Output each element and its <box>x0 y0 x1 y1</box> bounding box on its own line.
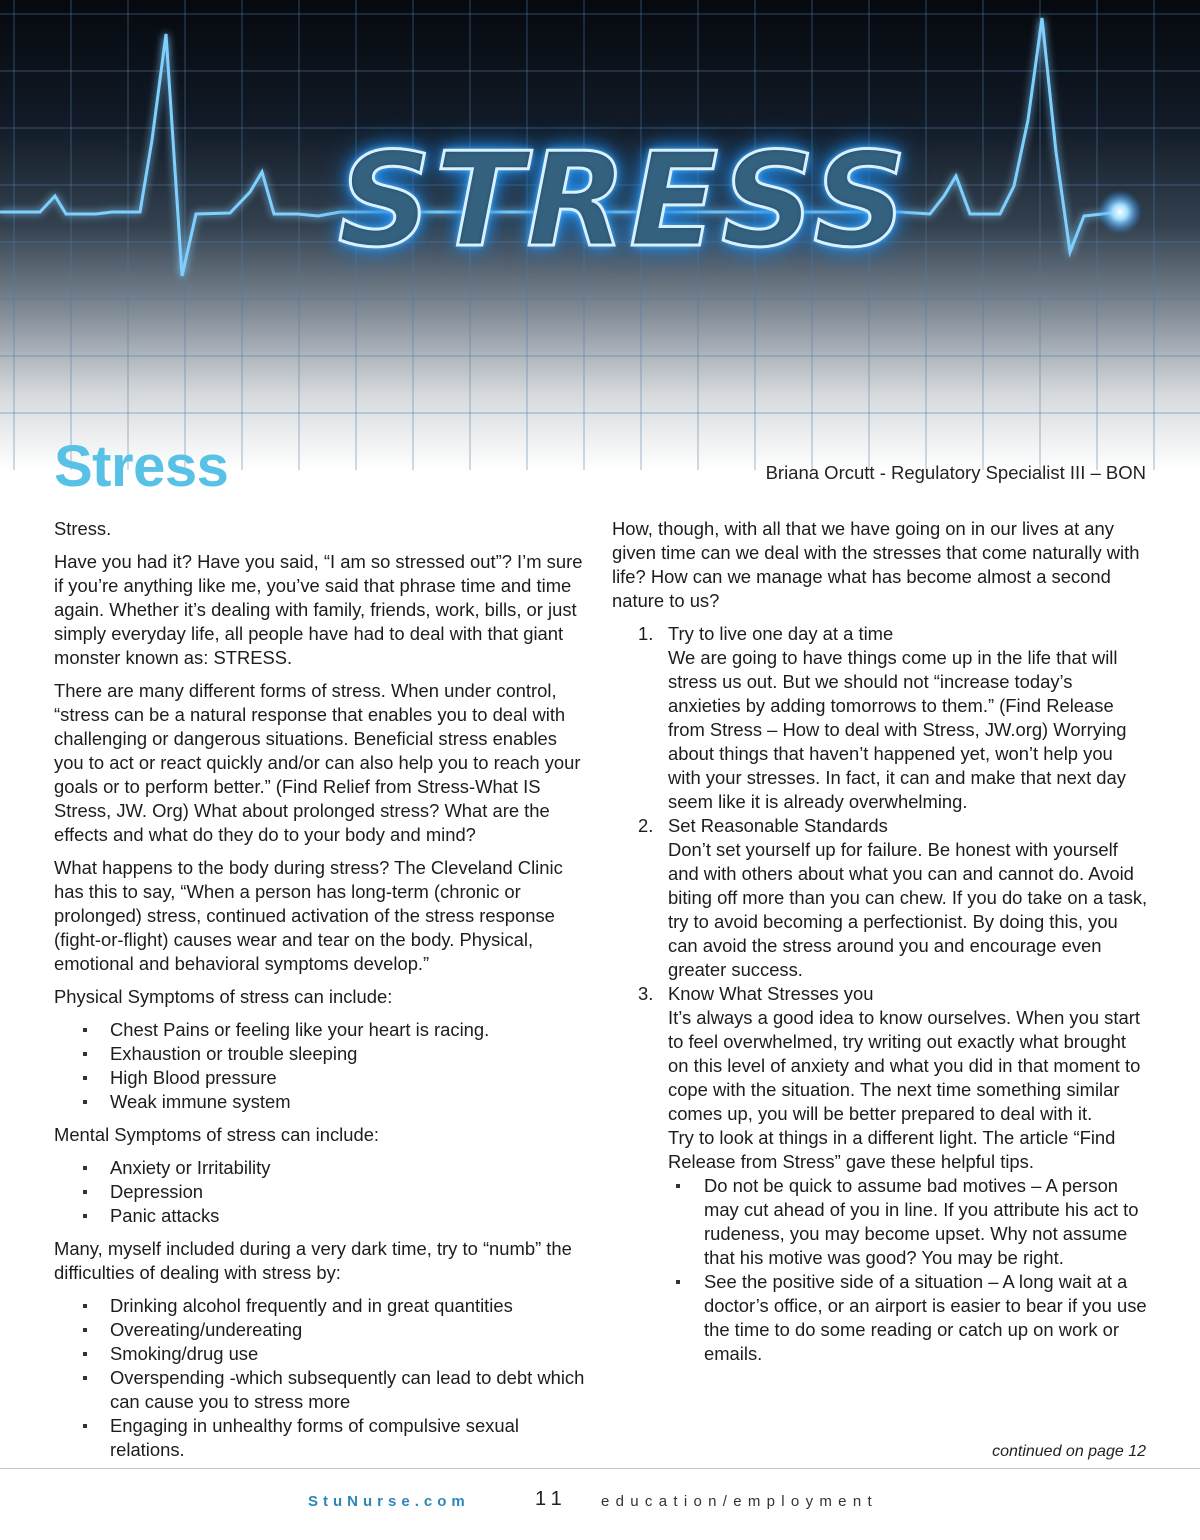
item-number: 2. <box>638 815 654 836</box>
list-item: Depression <box>54 1180 591 1204</box>
left-column <box>54 517 591 1471</box>
item-heading: Know What Stresses you <box>668 983 874 1004</box>
numbered-item <box>612 982 1150 1366</box>
list-item: Anxiety or Irritability <box>54 1156 591 1180</box>
site-name-part: Stu <box>308 1493 348 1510</box>
list-item: Exhaustion or trouble sleeping <box>54 1042 591 1066</box>
item-body: It’s always a good idea to know ourselves. When you start to feel overwhelmed, try writing out exactly what brought on this level of anxiety and what you did in that moment to cope with the situation. The next time something similar comes up, you will be better prepared to deal with it. <box>668 1007 1141 1124</box>
tips-numbered-list <box>612 622 1150 1366</box>
list-item: Smoking/drug use <box>54 1342 591 1366</box>
site-name[interactable] <box>308 1493 470 1510</box>
helpful-tips-list <box>668 1174 1150 1366</box>
author-byline: Briana Orcutt - Regulatory Specialist III – BON <box>765 462 1146 483</box>
item-body: We are going to have things come up in the life that will stress us out. But we should not “increase today’s anxieties by adding tomorrows to them.” (Find Release from Stress – How to deal with Stress, JW.org) Worrying about things that haven’t happened yet, won’t help you with your stresses. In fact, it can and make that next day seem like it is already overwhelming. <box>668 647 1127 812</box>
numbered-item <box>612 814 1150 982</box>
article-title: Stress <box>54 434 229 499</box>
numbered-item <box>612 622 1150 814</box>
paragraph: Many, myself included during a very dark time, try to “numb” the difficulties of dealing with stress by: <box>54 1238 572 1283</box>
continued-note: continued on page 12 <box>992 1443 1146 1460</box>
list-item: See the positive side of a situation – A long wait at a doctor’s office, or an airport is easier to bear if you use the time to do some reading or catch up on work or emails. <box>668 1270 1150 1366</box>
section-label: education/employment <box>601 1493 878 1510</box>
right-column <box>612 517 1150 1366</box>
item-number: 3. <box>638 983 654 1004</box>
mental-symptoms-heading: Mental Symptoms of stress can include: <box>54 1124 380 1145</box>
paragraph: How, though, with all that we have going on in our lives at any given time can we deal with the stresses that come naturally with life? How can we manage what has become almost a second nature to us? <box>612 518 1140 611</box>
mental-symptoms-list <box>54 1156 591 1228</box>
list-item: High Blood pressure <box>54 1066 591 1090</box>
numbing-behaviors-list <box>54 1294 591 1462</box>
list-item: Overeating/undereating <box>54 1318 591 1342</box>
banner-stress-word: STRESS <box>338 124 910 276</box>
physical-symptoms-heading: Physical Symptoms of stress can include: <box>54 986 393 1007</box>
list-item: Weak immune system <box>54 1090 591 1114</box>
list-item: Chest Pains or feeling like your heart is racing. <box>54 1018 591 1042</box>
item-body: Try to look at things in a different light. The article “Find Release from Stress” gave these helpful tips. <box>668 1127 1116 1172</box>
list-item: Drinking alcohol frequently and in great quantities <box>54 1294 591 1318</box>
list-item: Do not be quick to assume bad motives – A person may cut ahead of you in line. If you attribute his act to rudeness, you may become upset. Why not assume that his motive was good? You may be right. <box>668 1174 1150 1270</box>
paragraph: Have you had it? Have you said, “I am so stressed out”? I’m sure if you’re anything like me, you’ve said that phrase time and time again. Whether it’s dealing with family, friends, work, bills, or just simply everyday life, all people have had to deal with that giant monster known as: STRESS. <box>54 551 583 668</box>
paragraph: Stress. <box>54 518 112 539</box>
item-heading: Set Reasonable Standards <box>668 815 888 836</box>
page-number: 11 <box>535 1488 568 1510</box>
ecg-end-dot <box>1098 190 1142 234</box>
paragraph: What happens to the body during stress? The Cleveland Clinic has this to say, “When a person has long-term (chronic or prolonged) stress, continued activation of the stress response (fight-or-flight) causes wear and tear on the body. Physical, emotional and behavioral symptoms develop.” <box>54 857 563 974</box>
item-body: Don’t set yourself up for failure. Be honest with yourself and with others about what you can and cannot do. Avoid biting off more than you can chew. If you do take on a task, try to avoid becoming a perfectionist. By doing this, you can avoid the stress around you and encourage even greater success. <box>668 839 1148 980</box>
physical-symptoms-list <box>54 1018 591 1114</box>
paragraph: There are many different forms of stress. When under control, “stress can be a natural response that enables you to deal with challenging or dangerous situations. Beneficial stress enables you to act or react quickly and/or can also help you to reach your goals or to perform better.” (Find Relief from Stress-What IS Stress, JW. Org) What about prolonged stress? What are the effects and what do they do to your body and mind? <box>54 680 581 845</box>
item-number: 1. <box>638 623 654 644</box>
list-item: Engaging in unhealthy forms of compulsive sexual relations. <box>54 1414 591 1462</box>
list-item: Overspending -which subsequently can lead to debt which can cause you to stress more <box>54 1366 591 1414</box>
footer-divider <box>0 1468 1200 1469</box>
list-item: Panic attacks <box>54 1204 591 1228</box>
page-footer <box>0 1488 1200 1514</box>
site-name-part: .com <box>414 1493 470 1510</box>
hero-banner <box>0 0 1200 470</box>
site-name-part: Nurse <box>347 1493 415 1510</box>
item-heading: Try to live one day at a time <box>668 623 894 644</box>
